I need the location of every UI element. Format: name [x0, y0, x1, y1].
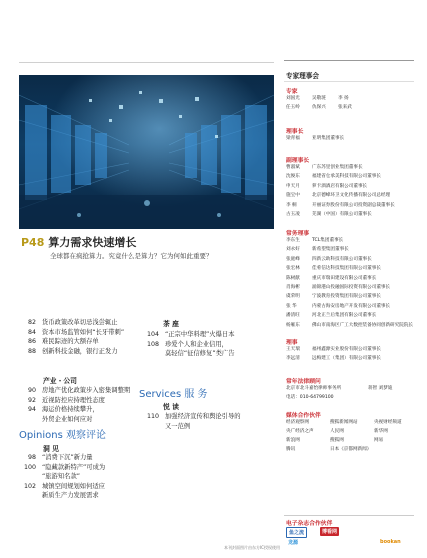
board-member-row	[286, 284, 390, 290]
media-partner: 央视财经频道	[374, 420, 402, 425]
member-organization: 重庆市瑞田建设有限公司董事长	[312, 275, 377, 281]
member-name: 肖海彬	[286, 285, 300, 290]
toc-entry[interactable]: 104 “正宗中华料理”火爆日本	[146, 331, 235, 338]
legal-phone: 电话：010-64799100	[286, 395, 334, 400]
board-member-row	[286, 303, 390, 309]
member-organization: 佛山市南海区广工大数控装备协同创新研究院院长	[312, 322, 414, 328]
section-heading-industry: 产业・公司	[43, 377, 77, 385]
toc-entry[interactable]: 108 珍爱个人和企业信用，	[146, 340, 228, 348]
member-name: 王天瑞	[286, 347, 300, 352]
section-heading-tea: 茶 座	[163, 320, 179, 328]
board-top-divider	[284, 60, 414, 61]
member-organization: 新希望集团董事长	[312, 247, 349, 253]
member-organization: 涌锦港山投融国际投资有限公司董事长	[312, 285, 391, 290]
member-name: 张庭峰	[286, 256, 300, 262]
top-divider	[19, 62, 274, 63]
partner-logo[interactable]: 龙源	[288, 540, 299, 546]
toc-entry-continued: 新质生产力发展需求	[42, 492, 99, 500]
media-partner: 新华网	[374, 429, 388, 434]
section-services-title	[139, 385, 208, 400]
member-organization: 宁波教育投资集团有限公司董事长	[312, 294, 381, 300]
board-member-row	[286, 275, 376, 281]
toc-entry-continued: 又一范例	[165, 422, 191, 430]
media-partner: 腾讯	[286, 447, 296, 452]
member-name: 申天月	[286, 183, 300, 189]
ezine-partner-logos	[286, 527, 414, 549]
media-partner: 搜狐新闻网站	[330, 420, 358, 425]
board-member-row	[286, 346, 381, 352]
member-organization: 河北正兰后集团有限公司董事长	[312, 313, 377, 319]
opinions-english: Opinions	[19, 430, 63, 441]
feature-page-number: P48	[21, 236, 45, 249]
toc-entry-continued: 外贸企业如何应对	[42, 415, 93, 423]
member-name: 施宝中	[286, 193, 300, 199]
ezine-partners-heading: 电子杂志合作伙伴	[286, 521, 333, 527]
partner-logo[interactable]: bookan	[380, 539, 401, 545]
media-partners-heading: 媒体合作伙伴	[286, 413, 321, 419]
experts-heading: 专家	[286, 89, 298, 95]
board-member-row	[286, 183, 367, 189]
partner-logo[interactable]: 博看网	[322, 529, 338, 535]
board-title: 专家理事会	[286, 72, 319, 80]
member-organization: 芜湖（中国）有限公司董事长	[312, 212, 372, 217]
vice-chair-heading: 副理事长	[286, 158, 310, 164]
experts-row: 刘国光 吴敬琏 李 扬	[286, 96, 349, 101]
cover-image-credit: 本刊封面图片由东方IC授权使用	[224, 545, 280, 550]
board-member-row	[286, 322, 413, 328]
board-member-row	[286, 265, 381, 271]
member-organization: 北京德峰环卫文化传播有限公司总经理	[312, 193, 391, 199]
toc-entry[interactable]: 82 货币政策改革切忌浅尝辄止	[27, 319, 118, 326]
member-organization: 萝卡酒酒店有限公司董事长	[312, 183, 368, 189]
section-heading-insight: 洞 见	[43, 445, 59, 453]
board-member-row	[286, 202, 395, 208]
board-member-row	[286, 312, 376, 318]
toc-finance	[14, 318, 124, 356]
toc-entry[interactable]: 110 加强经济宣传和舆论引导的	[146, 413, 241, 420]
member-name: 张宏林	[286, 266, 300, 272]
toc-tea	[137, 330, 235, 359]
member-name: 古玉凌	[286, 212, 300, 217]
member-organization: 广东苏里创业集团董事长	[312, 165, 363, 170]
media-partner: 人民网	[330, 429, 344, 434]
board-member-row	[286, 355, 381, 361]
media-partner: 网易	[374, 438, 384, 443]
board-member-row	[286, 164, 363, 170]
toc-entry[interactable]: 94 海运价格持续攀升，	[27, 406, 99, 414]
member-name: 曹淑斌	[286, 165, 300, 170]
board-member-row	[286, 246, 349, 252]
toc-entry-continued: 莫轻信“征信修复”类广告	[165, 350, 235, 358]
media-partner: 经济观察网	[286, 420, 309, 425]
toc-entry[interactable]: 102 城镇空间规划如何适应	[23, 482, 105, 490]
toc-entry[interactable]: 98 “消费下沉”新力量	[27, 454, 93, 461]
board-member-row	[286, 192, 390, 198]
toc-entry[interactable]: 100 “隐藏款新特产”可成为	[23, 463, 106, 471]
board-member-row	[286, 293, 381, 299]
media-partner: 央广经济之声	[286, 429, 314, 434]
board-member-row	[286, 173, 381, 179]
media-partner: 日本《京都网新闻》	[330, 447, 372, 452]
data-center-illustration	[19, 75, 274, 229]
toc-opinions	[14, 453, 105, 501]
board-member-row	[286, 237, 343, 243]
member-organization: 四新云助科技有限公司董事长	[312, 256, 372, 262]
member-organization: 内蒙古海安房地产开发有限公司董事长	[312, 303, 391, 309]
partners-divider	[284, 515, 414, 516]
legal-firm-row: 北京市北斗嘉怡律师事务所 蒋智 刘梦迪	[286, 386, 393, 391]
partner-logo[interactable]: 鱼之流	[286, 527, 307, 538]
standing-directors-heading: 常务理事	[286, 231, 310, 237]
toc-entry[interactable]: 86 难民踪迹的大额存单	[27, 338, 99, 346]
board-member-row	[286, 211, 372, 217]
toc-entry[interactable]: 88 创新科技金融，银行正发力	[27, 347, 118, 355]
opinions-chinese: 观察评论	[65, 430, 106, 441]
media-partner: 搜狐网	[330, 438, 344, 443]
section-heading-reading: 悦 读	[163, 403, 179, 411]
toc-entry-continued: “旅游知名款”	[42, 473, 81, 481]
toc-industry	[14, 386, 130, 424]
member-name: 刘永好	[286, 247, 300, 253]
toc-entry[interactable]: 84 资本市场监管如何“长牙带刺”	[27, 328, 125, 336]
member-organization: 佳肴信达科技集团有限公司董事长	[312, 266, 381, 272]
toc-services	[137, 412, 241, 431]
feature-subtitle: 全球都在疯抢算力。究竟什么是算力？它为何如此重要？	[50, 252, 213, 260]
legal-heading: 常年法律顾问	[286, 379, 321, 385]
member-organization: 远梅建工（集团）有限公司董事长	[312, 356, 381, 362]
media-partner: 新浪网	[286, 438, 300, 443]
member-name: 张 华	[286, 303, 297, 309]
chair-row: 梁青福 亚明集团董事长	[286, 136, 345, 141]
member-organization: TCL集团董事长	[312, 238, 344, 243]
toc-entry[interactable]: 90 房地产优化政策步入密集调整期	[27, 387, 131, 394]
member-organization: 福州鑫源实业股份有限公司董事长	[312, 347, 381, 352]
member-name: 杨雁东	[286, 322, 300, 328]
member-name: 潘清旺	[286, 313, 300, 319]
toc-entry[interactable]: 92 近视防控应持理性态度	[27, 396, 105, 404]
member-name: 李远清	[286, 356, 300, 362]
cover-feature-image	[19, 75, 274, 229]
directors-heading: 理事	[286, 340, 298, 346]
services-chinese: 服 务	[184, 389, 208, 400]
services-english: Services	[139, 389, 182, 400]
member-name: 李 桐	[286, 202, 297, 208]
member-name: 虞荣明	[286, 294, 300, 300]
board-member-row	[286, 256, 372, 262]
member-organization: 福建省仓承美科技有限公司董事长	[312, 174, 381, 180]
member-name: 沈俊东	[286, 174, 300, 180]
feature-title: 算力需求快速增长	[48, 236, 137, 249]
section-opinions-title	[19, 426, 106, 441]
member-name: 李东生	[286, 238, 300, 243]
chair-heading: 理事长	[286, 129, 304, 135]
member-name: 陈树献	[286, 275, 300, 281]
member-organization: 开丽证券股份有限公司投资副总裁董事长	[312, 202, 395, 208]
experts-row: 任玉岭 仇保兴 张来武	[286, 105, 352, 110]
feature-headline	[21, 234, 136, 250]
board-divider	[284, 81, 414, 82]
